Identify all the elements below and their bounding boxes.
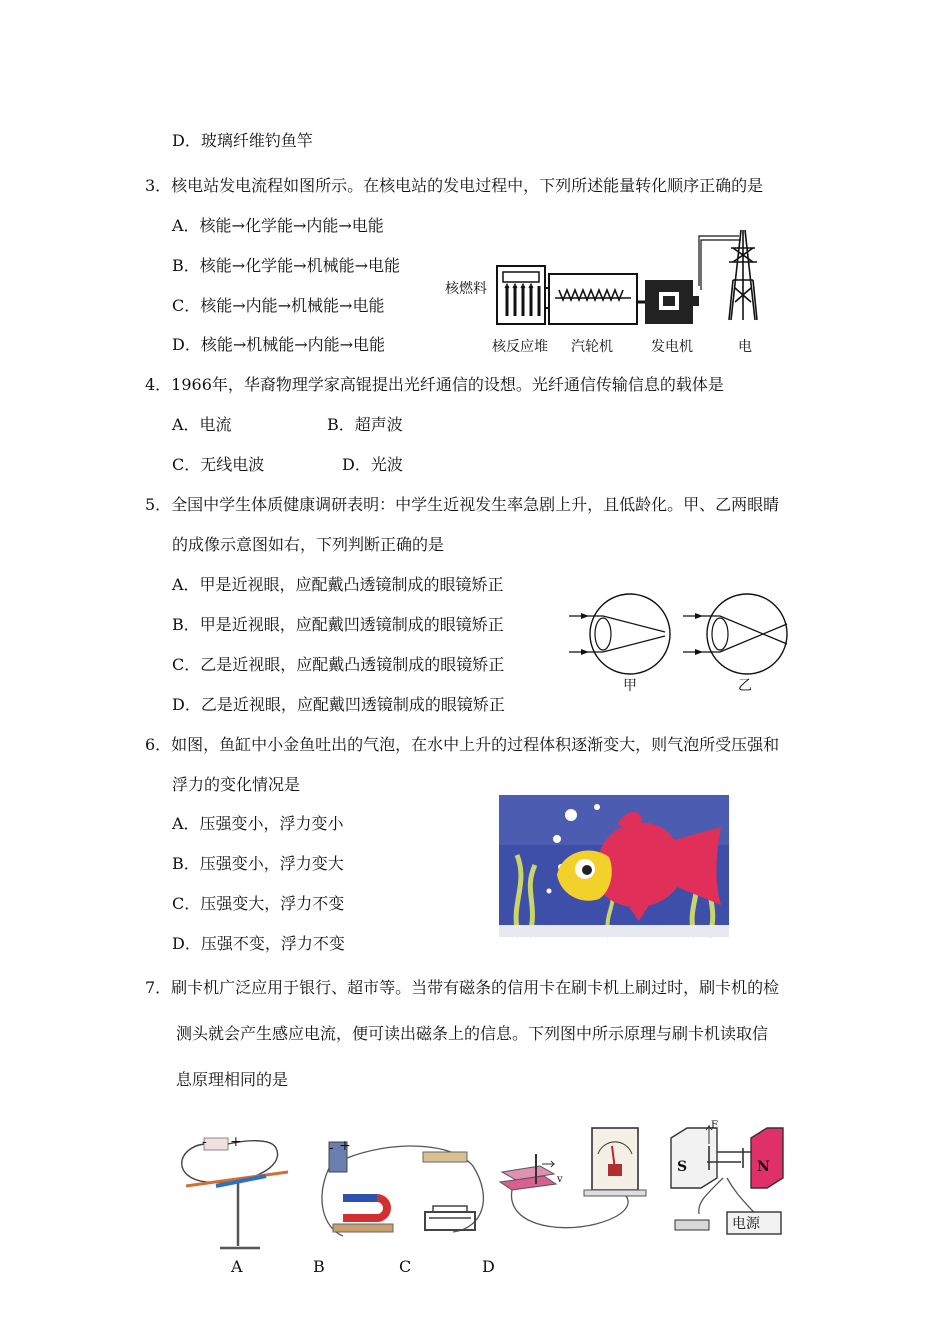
eye-diagrams xyxy=(565,592,805,682)
figure-a-plus-sign: + xyxy=(230,1134,242,1150)
q4-option-a: A．电流 xyxy=(172,415,232,434)
q4-option-c: C．无线电波 xyxy=(172,455,265,474)
q6-stem-line1: 6．如图，鱼缸中小金鱼吐出的气泡，在水中上升的过程体积逐渐变大，则气泡所受压强和 xyxy=(145,735,780,754)
q5-stem-line1: 5．全国中学生体质健康调研表明：中学生近视发生率急剧上升，且低龄化。甲、乙两眼睛 xyxy=(145,495,780,514)
q5-option-a: A．甲是近视眼，应配戴凸透镜制成的眼镜矫正 xyxy=(172,575,504,594)
q7-stem-line2: 测头就会产生感应电流，便可读出磁条上的信息。下列图中所示原理与刷卡机读取信 xyxy=(176,1024,769,1043)
q6-option-c: C．压强变大，浮力不变 xyxy=(172,894,345,913)
electricity-label: 电 xyxy=(738,339,752,355)
figure-b-plus-sign: + xyxy=(339,1138,351,1154)
turbine-label: 汽轮机 xyxy=(571,339,613,355)
q5-option-d: D．乙是近视眼，应配戴凹透镜制成的眼镜矫正 xyxy=(172,695,505,714)
q4-stem: 4．1966年，华裔物理学家高锟提出光纤通信的设想。光纤通信传输信息的载体是 xyxy=(145,375,724,394)
q4-option-b: B．超声波 xyxy=(327,415,403,434)
q7-stem-line3: 息原理相同的是 xyxy=(176,1070,289,1089)
q3-option-d: D．核能→机械能→内能→电能 xyxy=(172,335,386,354)
goldfish-aquarium-image xyxy=(499,795,729,937)
q3-option-c: C．核能→内能→机械能→电能 xyxy=(172,296,385,315)
figure-label-a: A xyxy=(231,1257,243,1276)
figure-label-c: C xyxy=(399,1257,412,1276)
nuclear-plant-diagram xyxy=(445,228,775,338)
q7-stem-line1: 7．刷卡机广泛应用于银行、超市等。当带有磁条的信用卡在刷卡机上刷过时，刷卡机的检 xyxy=(145,978,780,997)
power-supply-label: 电源 xyxy=(732,1216,760,1232)
figure-d-s-pole: S xyxy=(677,1159,688,1175)
q4-option-d: D．光波 xyxy=(342,455,403,474)
q6-option-d: D．压强不变，浮力不变 xyxy=(172,934,345,953)
figure-b-minus-sign: - xyxy=(329,1140,334,1156)
q6-stem-line2: 浮力的变化情况是 xyxy=(172,775,301,794)
figure-d-n-pole: N xyxy=(757,1159,770,1175)
generator-label: 发电机 xyxy=(651,339,693,355)
figure-c-velocity-label: v xyxy=(557,1174,563,1185)
q6-option-a: A．压强变小，浮力变小 xyxy=(172,814,344,833)
q6-option-b: B．压强变小，浮力变大 xyxy=(172,854,344,873)
reactor-label: 核反应堆 xyxy=(492,339,548,355)
nuclear-fuel-label: 核燃料 xyxy=(445,281,487,297)
eye-jia-label: 甲 xyxy=(623,678,637,694)
figure-label-d: D xyxy=(482,1257,495,1276)
eye-yi-label: 乙 xyxy=(738,678,752,694)
figure-d-force-label: F xyxy=(711,1120,718,1131)
figure-c-galvanometer xyxy=(496,1124,651,1239)
q5-option-b: B．甲是近视眼，应配戴凹透镜制成的眼镜矫正 xyxy=(172,615,504,634)
q5-stem-line2: 的成像示意图如右，下列判断正确的是 xyxy=(172,535,445,554)
figure-a-minus-sign: - xyxy=(202,1134,207,1150)
q2-option-d: D．玻璃纤维钓鱼竿 xyxy=(172,131,313,150)
q3-option-b: B．核能→化学能→机械能→电能 xyxy=(172,256,400,275)
figure-d-motor xyxy=(667,1122,787,1237)
q3-stem: 3．核电站发电流程如图所示。在核电站的发电过程中，下列所述能量转化顺序正确的是 xyxy=(145,176,764,195)
q3-option-a: A．核能→化学能→内能→电能 xyxy=(172,216,384,235)
figure-label-b: B xyxy=(313,1257,325,1276)
q5-option-c: C．乙是近视眼，应配戴凸透镜制成的眼镜矫正 xyxy=(172,655,505,674)
